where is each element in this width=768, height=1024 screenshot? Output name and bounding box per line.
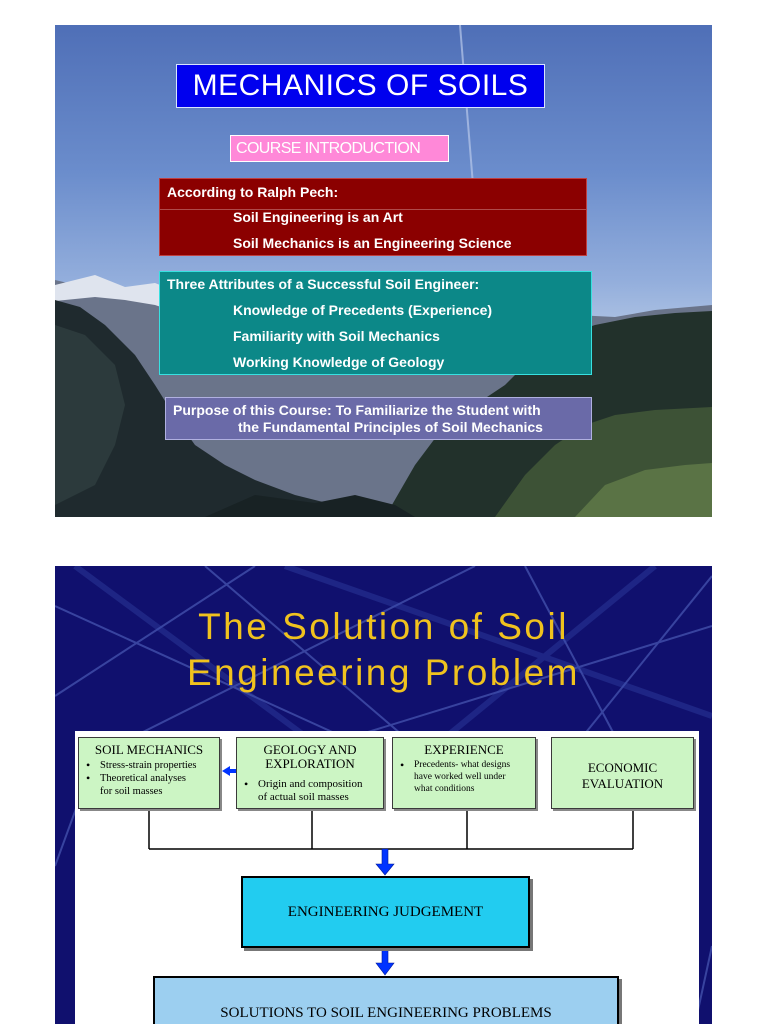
card-heading: ECONOMIC — [587, 760, 658, 775]
box-heading: According to Ralph Pech: — [167, 184, 339, 200]
list-item: • Stress-strain properties — [86, 759, 197, 772]
box-line: Purpose of this Course: To Familiarize the Student with — [173, 402, 541, 418]
box-heading: Three Attributes of a Successful Soil Engineer: — [167, 276, 480, 292]
box-line: Knowledge of Precedents (Experience) — [233, 302, 493, 318]
card-bullet-list — [400, 759, 510, 795]
engineering-judgement-box: ENGINEERING JUDGEMENT — [241, 876, 530, 948]
card-bullet-list — [86, 759, 197, 798]
slide-title-line-2: Engineering Problem — [186, 652, 581, 693]
card-economic-evaluation — [551, 737, 694, 809]
card-geology-and-exploration — [236, 737, 384, 809]
box-line: the Fundamental Principles of Soil Mechanics — [238, 419, 543, 435]
slide-title-line-1: The Solution of Soil — [198, 606, 569, 647]
list-item: for soil masses — [100, 786, 163, 797]
card-heading: SOIL MECHANICS — [94, 742, 204, 757]
card-heading: EVALUATION — [581, 776, 664, 791]
slide-mechanics-of-soils — [55, 25, 712, 517]
list-item: have worked well under — [414, 772, 506, 782]
list-item: • Theoretical analyses — [86, 772, 197, 785]
box-line: Soil Engineering is an Art — [233, 209, 403, 225]
solutions-box: SOLUTIONS TO SOIL ENGINEERING PROBLEMS — [153, 976, 619, 1024]
box-line: Soil Mechanics is an Engineering Science — [233, 235, 512, 251]
box-line: Working Knowledge of Geology — [233, 354, 445, 370]
ralph-pech-quote-box — [159, 178, 587, 256]
box-line: Familiarity with Soil Mechanics — [233, 328, 440, 344]
attributes-box — [159, 271, 592, 375]
list-item: what conditions — [414, 784, 475, 794]
list-item: of actual soil masses — [258, 791, 349, 803]
list-item: • Precedents- what designs — [400, 759, 510, 771]
slide-solution-of-soil-engineering — [55, 566, 712, 1024]
slide-title: MECHANICS OF SOILS — [176, 64, 545, 108]
course-introduction-label: COURSE INTRODUCTION — [230, 135, 449, 162]
card-experience — [392, 737, 536, 809]
card-heading: EXPERIENCE — [424, 742, 504, 757]
card-heading: EXPLORATION — [265, 756, 355, 771]
card-heading: GEOLOGY AND — [263, 742, 357, 757]
card-soil-mechanics — [78, 737, 220, 809]
flowchart-panel — [75, 731, 699, 1024]
list-item: • Origin and composition — [244, 778, 363, 791]
course-purpose-box — [165, 397, 592, 440]
card-bullet-list — [244, 778, 363, 804]
